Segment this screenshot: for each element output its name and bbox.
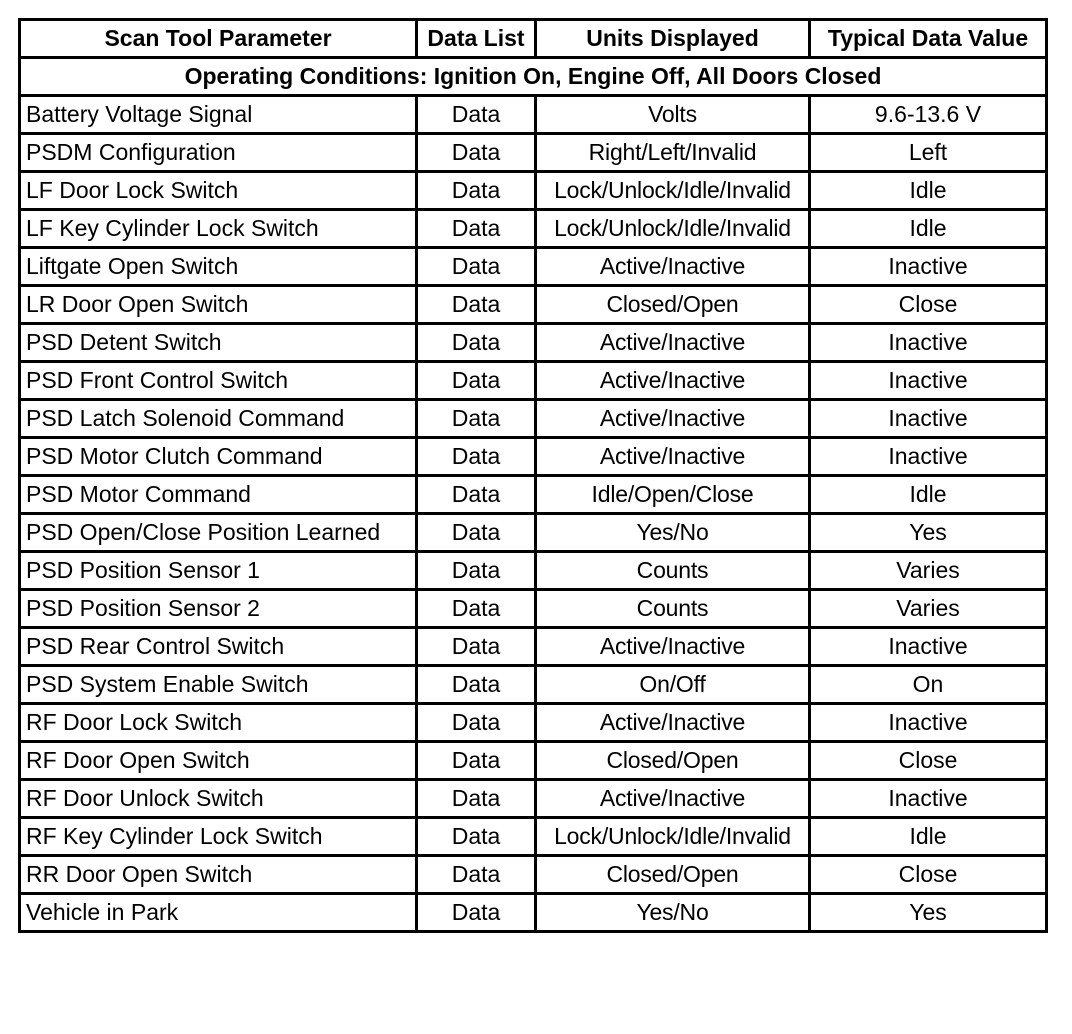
units-cell: Yes/No xyxy=(536,894,810,932)
units-cell: Volts xyxy=(536,96,810,134)
data-list-cell: Data xyxy=(417,590,536,628)
table-row xyxy=(20,286,1047,324)
data-list-cell: Data xyxy=(417,666,536,704)
units-cell: Idle/Open/Close xyxy=(536,476,810,514)
parameter-cell: PSD System Enable Switch xyxy=(20,666,417,704)
typical-value-cell: Yes xyxy=(810,894,1047,932)
table-row xyxy=(20,590,1047,628)
units-cell: Lock/Unlock/Idle/Invalid xyxy=(536,210,810,248)
units-cell: Active/Inactive xyxy=(536,780,810,818)
parameter-cell: RF Door Open Switch xyxy=(20,742,417,780)
header-units-displayed: Units Displayed xyxy=(536,20,810,58)
data-list-cell: Data xyxy=(417,476,536,514)
units-cell: Closed/Open xyxy=(536,856,810,894)
data-list-cell: Data xyxy=(417,134,536,172)
table-row xyxy=(20,476,1047,514)
units-cell: Right/Left/Invalid xyxy=(536,134,810,172)
units-cell: Counts xyxy=(536,590,810,628)
scan-tool-data-table xyxy=(18,18,1048,933)
units-cell: Closed/Open xyxy=(536,286,810,324)
table-row xyxy=(20,438,1047,476)
parameter-cell: PSD Position Sensor 1 xyxy=(20,552,417,590)
typical-value-cell: Close xyxy=(810,856,1047,894)
typical-value-cell: Inactive xyxy=(810,780,1047,818)
units-cell: Yes/No xyxy=(536,514,810,552)
data-list-cell: Data xyxy=(417,780,536,818)
data-list-cell: Data xyxy=(417,96,536,134)
typical-value-cell: Inactive xyxy=(810,400,1047,438)
table-row xyxy=(20,96,1047,134)
table-row xyxy=(20,552,1047,590)
table-row xyxy=(20,818,1047,856)
data-list-cell: Data xyxy=(417,514,536,552)
data-list-cell: Data xyxy=(417,704,536,742)
data-list-cell: Data xyxy=(417,742,536,780)
units-cell: Closed/Open xyxy=(536,742,810,780)
units-cell: Lock/Unlock/Idle/Invalid xyxy=(536,172,810,210)
typical-value-cell: Inactive xyxy=(810,628,1047,666)
parameter-cell: RF Door Lock Switch xyxy=(20,704,417,742)
data-list-cell: Data xyxy=(417,552,536,590)
table-row xyxy=(20,628,1047,666)
units-cell: Counts xyxy=(536,552,810,590)
table-body xyxy=(20,58,1047,932)
typical-value-cell: Varies xyxy=(810,590,1047,628)
typical-value-cell: On xyxy=(810,666,1047,704)
typical-value-cell: Inactive xyxy=(810,362,1047,400)
typical-value-cell: Idle xyxy=(810,172,1047,210)
operating-conditions-row xyxy=(20,58,1047,96)
table-row xyxy=(20,134,1047,172)
typical-value-cell: Varies xyxy=(810,552,1047,590)
table-row xyxy=(20,780,1047,818)
data-list-cell: Data xyxy=(417,818,536,856)
units-cell: Active/Inactive xyxy=(536,438,810,476)
typical-value-cell: 9.6-13.6 V xyxy=(810,96,1047,134)
parameter-cell: PSD Detent Switch xyxy=(20,324,417,362)
parameter-cell: LR Door Open Switch xyxy=(20,286,417,324)
header-scan-tool-parameter: Scan Tool Parameter xyxy=(20,20,417,58)
data-list-cell: Data xyxy=(417,248,536,286)
table-row xyxy=(20,324,1047,362)
parameter-cell: PSD Rear Control Switch xyxy=(20,628,417,666)
data-list-cell: Data xyxy=(417,628,536,666)
typical-value-cell: Idle xyxy=(810,210,1047,248)
parameter-cell: RR Door Open Switch xyxy=(20,856,417,894)
data-list-cell: Data xyxy=(417,400,536,438)
units-cell: Active/Inactive xyxy=(536,400,810,438)
table-row xyxy=(20,894,1047,932)
table-row xyxy=(20,362,1047,400)
table-row xyxy=(20,248,1047,286)
table-row xyxy=(20,514,1047,552)
parameter-cell: PSD Latch Solenoid Command xyxy=(20,400,417,438)
typical-value-cell: Inactive xyxy=(810,438,1047,476)
data-list-cell: Data xyxy=(417,324,536,362)
header-data-list: Data List xyxy=(417,20,536,58)
table-row xyxy=(20,172,1047,210)
typical-value-cell: Close xyxy=(810,742,1047,780)
units-cell: Active/Inactive xyxy=(536,248,810,286)
parameter-cell: PSD Position Sensor 2 xyxy=(20,590,417,628)
data-list-cell: Data xyxy=(417,172,536,210)
data-list-cell: Data xyxy=(417,362,536,400)
data-list-cell: Data xyxy=(417,210,536,248)
units-cell: Active/Inactive xyxy=(536,362,810,400)
units-cell: Lock/Unlock/Idle/Invalid xyxy=(536,818,810,856)
data-list-cell: Data xyxy=(417,894,536,932)
header-typical-data-value: Typical Data Value xyxy=(810,20,1047,58)
parameter-cell: PSDM Configuration xyxy=(20,134,417,172)
data-list-cell: Data xyxy=(417,856,536,894)
typical-value-cell: Close xyxy=(810,286,1047,324)
parameter-cell: PSD Front Control Switch xyxy=(20,362,417,400)
table-row xyxy=(20,704,1047,742)
table-row xyxy=(20,210,1047,248)
parameter-cell: PSD Open/Close Position Learned xyxy=(20,514,417,552)
data-list-cell: Data xyxy=(417,438,536,476)
typical-value-cell: Idle xyxy=(810,476,1047,514)
parameter-cell: Liftgate Open Switch xyxy=(20,248,417,286)
parameter-cell: PSD Motor Command xyxy=(20,476,417,514)
parameter-cell: Vehicle in Park xyxy=(20,894,417,932)
typical-value-cell: Idle xyxy=(810,818,1047,856)
parameter-cell: PSD Motor Clutch Command xyxy=(20,438,417,476)
table-row xyxy=(20,666,1047,704)
header-row xyxy=(20,20,1047,58)
units-cell: Active/Inactive xyxy=(536,324,810,362)
parameter-cell: RF Key Cylinder Lock Switch xyxy=(20,818,417,856)
parameter-cell: RF Door Unlock Switch xyxy=(20,780,417,818)
typical-value-cell: Left xyxy=(810,134,1047,172)
typical-value-cell: Yes xyxy=(810,514,1047,552)
typical-value-cell: Inactive xyxy=(810,248,1047,286)
parameter-cell: LF Door Lock Switch xyxy=(20,172,417,210)
typical-value-cell: Inactive xyxy=(810,704,1047,742)
parameter-cell: LF Key Cylinder Lock Switch xyxy=(20,210,417,248)
table-row xyxy=(20,742,1047,780)
typical-value-cell: Inactive xyxy=(810,324,1047,362)
table-row xyxy=(20,400,1047,438)
units-cell: On/Off xyxy=(536,666,810,704)
units-cell: Active/Inactive xyxy=(536,628,810,666)
units-cell: Active/Inactive xyxy=(536,704,810,742)
data-list-cell: Data xyxy=(417,286,536,324)
table-row xyxy=(20,856,1047,894)
operating-conditions: Operating Conditions: Ignition On, Engine Off, All Doors Closed xyxy=(20,58,1047,96)
parameter-cell: Battery Voltage Signal xyxy=(20,96,417,134)
